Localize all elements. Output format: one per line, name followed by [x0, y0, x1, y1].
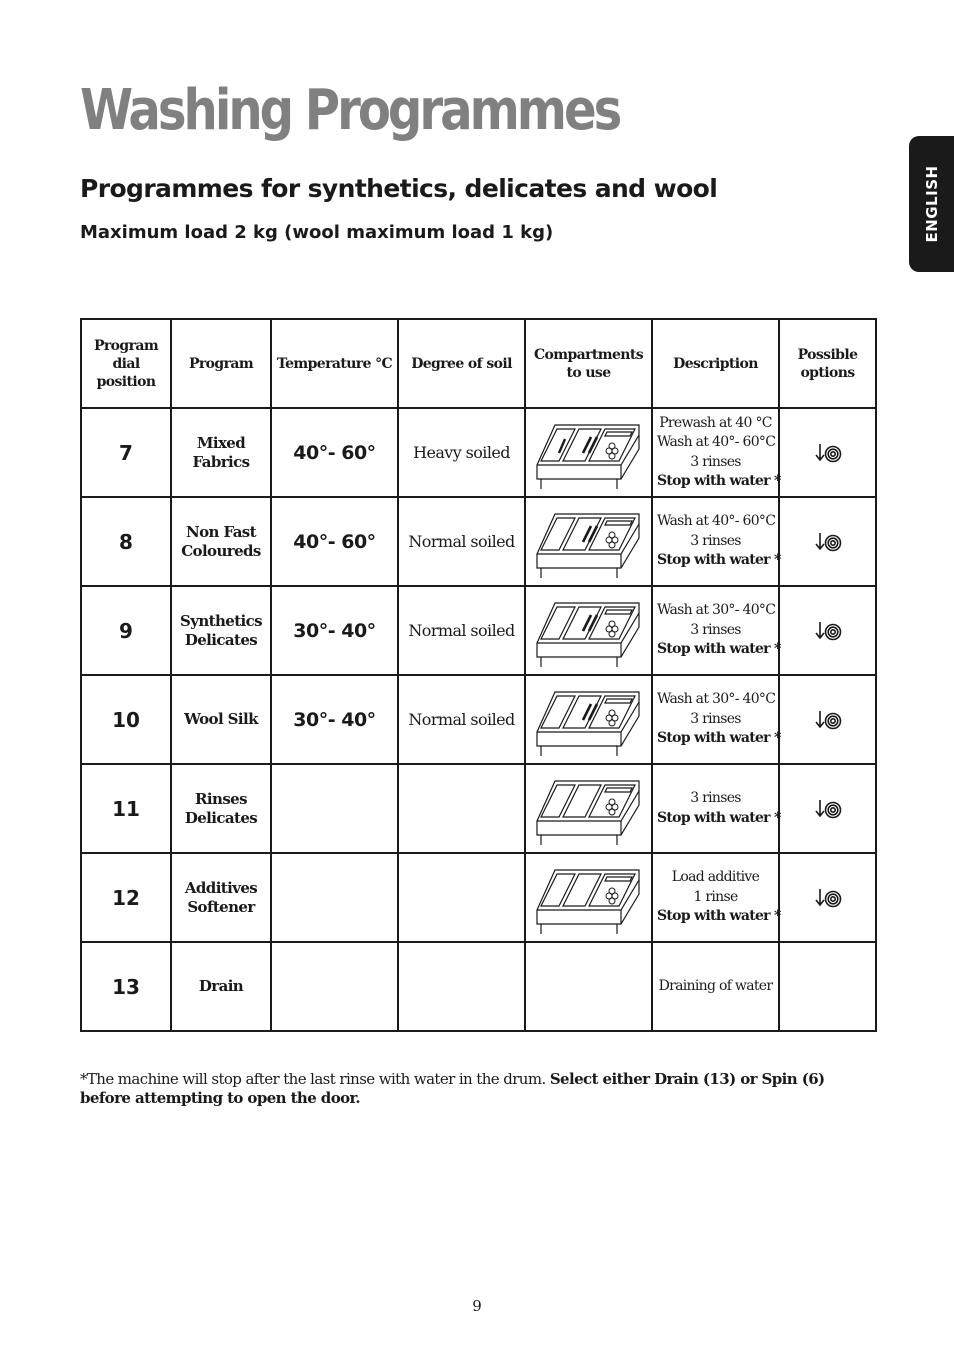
header-possible-options: Possible options [779, 319, 876, 408]
description-cell [652, 675, 779, 764]
dial-position: 11 [81, 764, 171, 853]
detergent-drawer-icon [530, 417, 647, 489]
table-row [81, 586, 876, 675]
table-row [81, 853, 876, 942]
program-name-line2: Coloureds [181, 541, 261, 560]
description-line: Load additive [671, 869, 760, 886]
degree-of-soil [398, 942, 525, 1031]
rinse-hold-spin-icon [813, 531, 843, 553]
temperature: 40°- 60° [271, 408, 398, 497]
program-name-line2: Softener [187, 897, 255, 916]
degree-of-soil: Heavy soiled [398, 408, 525, 497]
rinse-hold-spin-icon [813, 442, 843, 464]
table-row [81, 942, 876, 1031]
compartments-cell [525, 764, 652, 853]
dial-position: 10 [81, 675, 171, 764]
stop-with-water-note: Stop with water * [657, 809, 781, 826]
detergent-drawer-icon [530, 506, 647, 578]
dial-position: 8 [81, 497, 171, 586]
program-cell [171, 942, 271, 1031]
rinse-hold-spin-icon [813, 709, 843, 731]
stop-with-water-note: Stop with water * [657, 908, 781, 925]
dial-position: 7 [81, 408, 171, 497]
program-name: Rinses [195, 789, 247, 808]
footnote-warning: Select either Drain (13) or Spin (6) before attempting to open the door. [80, 1070, 825, 1107]
program-cell [171, 764, 271, 853]
degree-of-soil: Normal soiled [398, 586, 525, 675]
footnote-text: *The machine will stop after the last rinse with water in the drum. [80, 1070, 550, 1088]
stop-with-water-note: Stop with water * [657, 641, 781, 658]
header-description: Description [652, 319, 779, 408]
compartments-cell [525, 586, 652, 675]
detergent-drawer-icon [530, 684, 647, 756]
program-name-line2: Delicates [184, 808, 258, 827]
possible-options-cell [779, 764, 876, 853]
compartments-cell [525, 408, 652, 497]
rinse-hold-spin-icon [813, 798, 843, 820]
description-line: 3 rinses [690, 453, 741, 470]
compartments-cell [525, 497, 652, 586]
program-name: Non Fast [186, 522, 256, 541]
program-name-line2: Fabrics [192, 452, 250, 471]
possible-options-cell [779, 408, 876, 497]
detergent-drawer-icon [530, 862, 647, 934]
header-degree-of-soil: Degree of soil [398, 319, 525, 408]
section-subtitle: Programmes for synthetics, delicates and wool [80, 174, 718, 203]
table-row [81, 675, 876, 764]
programmes-table [80, 318, 877, 1032]
rinse-hold-spin-icon [813, 620, 843, 642]
program-name: Mixed [196, 433, 246, 452]
possible-options-cell [779, 497, 876, 586]
description-line: 3 rinses [690, 532, 741, 549]
page-title: Washing Programmes [80, 78, 620, 143]
temperature [271, 942, 398, 1031]
header-temperature: Temperature °C [271, 319, 398, 408]
language-tab [909, 136, 954, 272]
possible-options-cell [779, 675, 876, 764]
program-name: Additives [184, 878, 258, 897]
rinse-hold-spin-icon [813, 887, 843, 909]
description-line: 3 rinses [690, 710, 741, 727]
possible-options-cell [779, 942, 876, 1031]
program-name: Drain [198, 977, 244, 995]
header-compartments: Compartments to use [525, 319, 652, 408]
detergent-drawer-icon [530, 773, 647, 845]
max-load-note: Maximum load 2 kg (wool maximum load 1 kg) [80, 222, 554, 243]
table-row [81, 408, 876, 497]
degree-of-soil: Normal soiled [398, 675, 525, 764]
program-cell [171, 853, 271, 942]
possible-options-cell [779, 853, 876, 942]
temperature: 30°- 40° [271, 586, 398, 675]
compartments-cell [525, 853, 652, 942]
temperature: 30°- 40° [271, 675, 398, 764]
description-cell [652, 853, 779, 942]
stop-with-water-note: Stop with water * [657, 473, 781, 489]
temperature [271, 764, 398, 853]
stop-with-water-note: Stop with water * [657, 730, 781, 747]
possible-options-cell [779, 586, 876, 675]
dial-position: 12 [81, 853, 171, 942]
description-line: 3 rinses [690, 790, 741, 806]
description-line: Wash at 30°- 40°C [657, 602, 776, 619]
program-name: Synthetics [179, 611, 263, 630]
description-line: Wash at 40°- 60°C [657, 434, 776, 450]
description-cell [652, 497, 779, 586]
stop-with-water-note: Stop with water * [657, 552, 781, 569]
description-cell [652, 942, 779, 1031]
description-cell [652, 408, 779, 497]
description-line: 3 rinses [690, 621, 741, 638]
program-cell [171, 408, 271, 497]
description-line: Prewash at 40 °C [659, 414, 772, 431]
program-cell [171, 675, 271, 764]
program-cell [171, 497, 271, 586]
table-header-row [81, 319, 876, 408]
description-line: Wash at 30°- 40°C [657, 691, 776, 708]
description-cell [652, 586, 779, 675]
description-cell [652, 764, 779, 853]
dial-position: 13 [81, 942, 171, 1031]
temperature: 40°- 60° [271, 497, 398, 586]
dial-position: 9 [81, 586, 171, 675]
degree-of-soil [398, 853, 525, 942]
page-number: 9 [472, 1297, 482, 1315]
detergent-drawer-icon [530, 595, 647, 667]
footnote [80, 1070, 840, 1108]
table-row [81, 764, 876, 853]
compartments-cell [525, 942, 652, 1031]
program-name-line2: Delicates [184, 630, 258, 649]
description-line: Wash at 40°- 60°C [657, 513, 776, 530]
header-dial-position: Program dial position [81, 319, 171, 408]
program-cell [171, 586, 271, 675]
description-line: Draining of water [658, 977, 773, 994]
program-name: Wool Silk [184, 710, 258, 728]
header-program: Program [171, 319, 271, 408]
description-line: 1 rinse [693, 888, 738, 905]
table-row [81, 497, 876, 586]
language-tab-label: ENGLISH [922, 165, 941, 243]
temperature [271, 853, 398, 942]
degree-of-soil [398, 764, 525, 853]
compartments-cell [525, 675, 652, 764]
degree-of-soil: Normal soiled [398, 497, 525, 586]
